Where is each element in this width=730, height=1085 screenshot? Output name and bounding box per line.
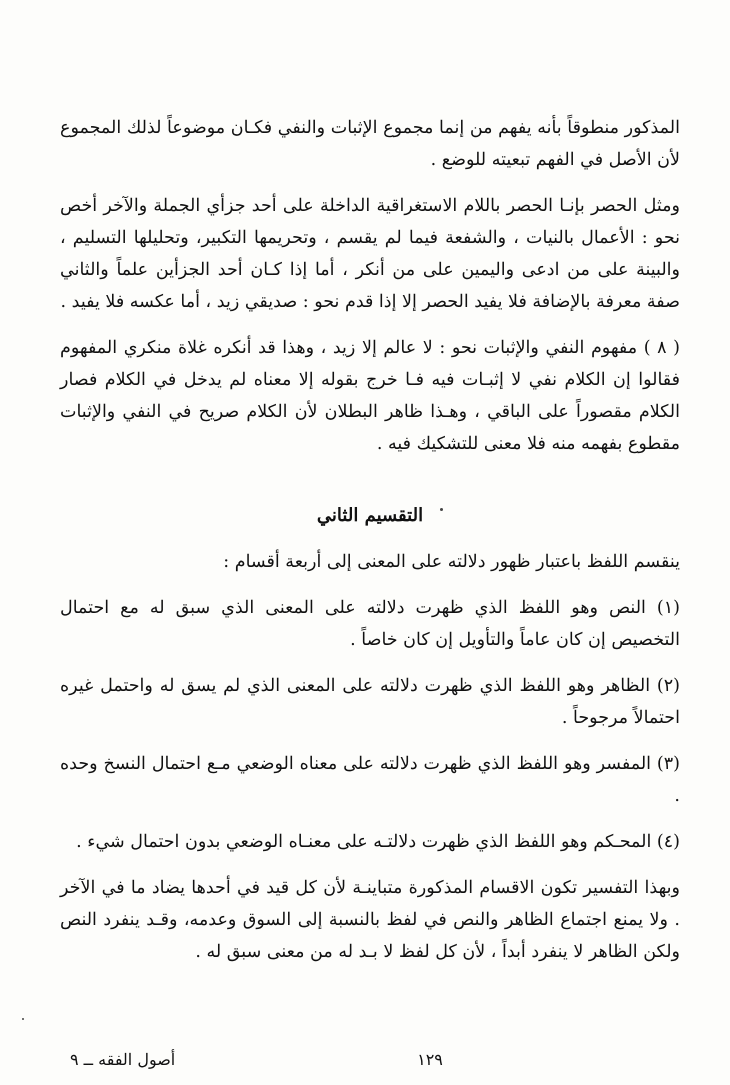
print-speck	[22, 1018, 24, 1020]
paragraph-continuation: المذكور منطوقاً بأنه يفهم من إنما مجموع الإثبات والنفي فكـان موضوعاً لذلك المجموع لأن الأصل في الفهم تبعيته للوضع .	[60, 118, 680, 170]
paragraph-intro: ينقسم اللفظ باعتبار ظهور دلالته على المعنى إلى أربعة أقسام :	[223, 552, 680, 572]
list-item-nass: (١) النص وهو اللفظ الذي ظهرت دلالته على المعنى الذي سبق له مع احتمال التخصيص إن كان عاماً والتأويل إن كان خاصاً .	[60, 598, 680, 650]
list-item-zahir: (٢) الظاهر وهو اللفظ الذي ظهرت دلالته على المعنى الذي لم يسق له واحتمل غيره احتمالاً مرجوحاً .	[60, 676, 680, 728]
list-item-muhkam: (٤) المحـكم وهو اللفظ الذي ظهرت دلالتـه على معنـاه الوضعي بدون احتمال شيء .	[76, 832, 680, 852]
list-item-mufassar: (٣) المفسر وهو اللفظ الذي ظهرت دلالته على معناه الوضعي مـع احتمال النسخ وحده .	[60, 754, 680, 806]
section-heading: التقسيم الثاني	[316, 505, 424, 526]
running-footer: أصول الفقه ــ ٩	[70, 1050, 176, 1069]
paragraph-hasr-innama: ومثل الحصر بإنـا الحصر باللام الاستغراقية الداخلة على أحد جزأي الجملة والآخر أخص نحو : الأعمال بالنيات ، والشفعة فيما لم يقسم ، وتحريمها التكبير، وتحليلها التسليم ، والبينة على من ادعى واليمين على من أنكر ، أما إذا كـان أحد الجزأين علماً والثاني صفة معرفة بالإضافة فلا يفيد الحصر إلا إذا قدم نحو : صديقي زيد ، أما عكسه فلا يفيد .	[60, 196, 680, 312]
body-text	[60, 112, 680, 982]
paragraph-closing: وبهذا التفسير تكون الاقسام المذكورة متباينـة لأن كل قيد في أحدها يضاد ما في الآخر . ولا يمنع اجتماع الظاهر والنص في لفظ بالنسبة إلى السوق وعدمه، وقـد ينفرد النص ولكن الظاهر لا ينفرد أبداً ، لأن كل لفظ لا بـد له من معنى سبق له .	[60, 878, 680, 962]
page-number: ١٢٩	[417, 1050, 443, 1069]
paragraph-mafhum-nafy: ( ٨ ) مفهوم النفي والإثبات نحو : لا عالم إلا زيد ، وهذا قد أنكره غلاة منكري المفهوم فقالوا إن الكلام نفي لا إثبـات فيه فـا خرج بقوله إلا معناه لم يدخل في الكلام فصار الكلام مقصوراً على الباقي ، وهـذا ظاهر البطلان لأن الكلام صريح في النفي والإثبات مقطوع بفهمه منه فلا معنى للتشكيك فيه .	[60, 338, 681, 454]
print-speck	[440, 508, 443, 511]
